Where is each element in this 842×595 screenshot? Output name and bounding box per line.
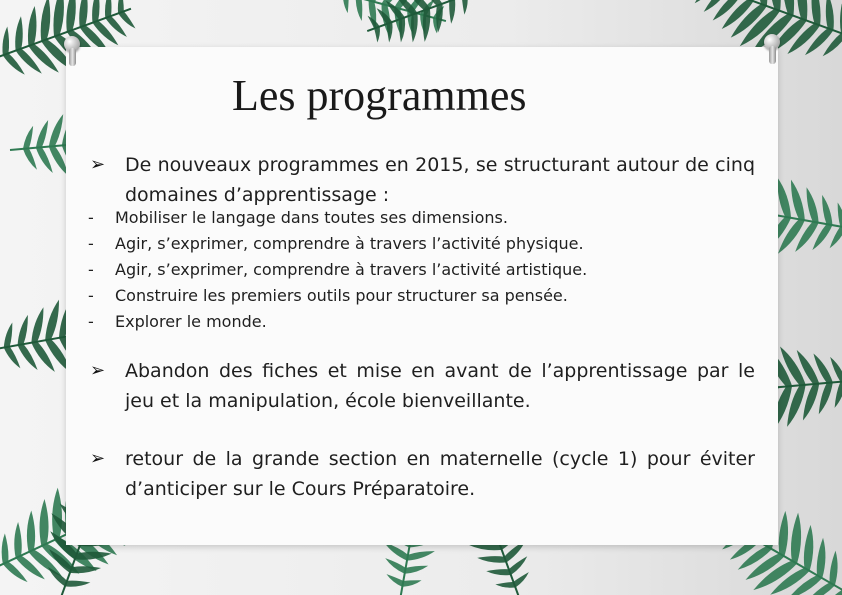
pushpin-icon <box>762 34 784 68</box>
list-item <box>88 257 688 283</box>
dash-marker: - <box>88 260 94 279</box>
bullet-text: De nouveaux programmes en 2015, se structurant autour de cinq domaines d’apprentissage : <box>125 154 755 206</box>
bullet-item <box>90 444 760 504</box>
list-item-text: Mobiliser le langage dans toutes ses dimensions. <box>115 208 508 227</box>
list-item <box>88 309 688 335</box>
list-item <box>88 205 688 231</box>
bullet-text: Abandon des fiches et mise en avant de l’apprentissage par le jeu et la manipulation, école bienveillante. <box>125 360 755 412</box>
arrow-bullet-icon: ➢ <box>90 360 106 381</box>
dash-marker: - <box>88 234 94 253</box>
list-item-text: Construire les premiers outils pour structurer sa pensée. <box>115 286 568 305</box>
arrow-bullet-icon: ➢ <box>90 448 106 469</box>
arrow-bullet-icon: ➢ <box>90 154 106 175</box>
dash-marker: - <box>88 312 94 331</box>
slide-title: Les programmes <box>232 71 527 120</box>
list-item <box>88 283 688 309</box>
dash-marker: - <box>88 208 94 227</box>
pushpin-icon <box>62 36 84 70</box>
domains-list <box>88 205 688 335</box>
bullet-item <box>90 356 760 416</box>
bullet-text: retour de la grande section en maternelle (cycle 1) pour éviter d’anticiper sur le Cours Préparatoire. <box>125 448 755 500</box>
bullet-item <box>90 150 760 210</box>
list-item-text: Explorer le monde. <box>115 312 267 331</box>
list-item-text: Agir, s’exprimer, comprendre à travers l’activité physique. <box>115 234 584 253</box>
list-item <box>88 231 688 257</box>
list-item-text: Agir, s’exprimer, comprendre à travers l’activité artistique. <box>115 260 588 279</box>
dash-marker: - <box>88 286 94 305</box>
